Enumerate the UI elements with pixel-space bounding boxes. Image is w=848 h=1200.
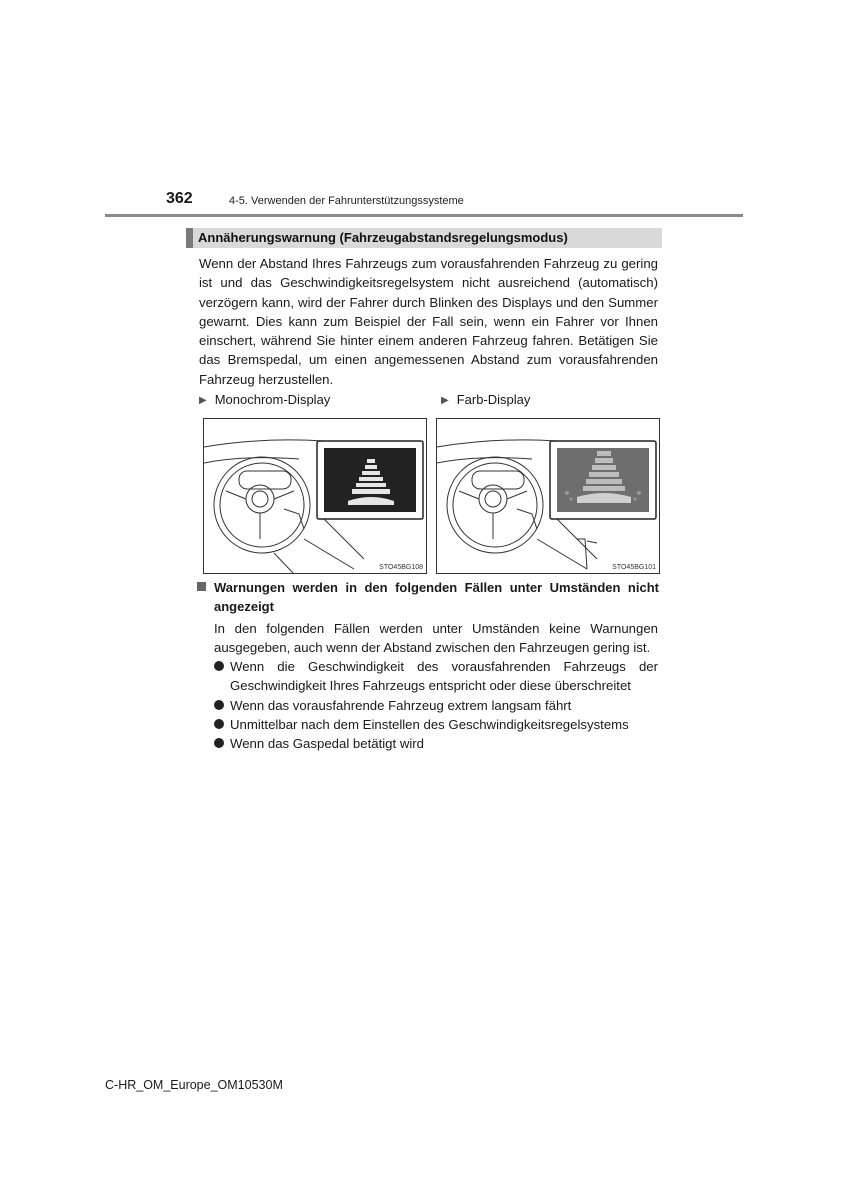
list-item-text: Unmittelbar nach dem Einstellen des Geschwindigkeitsregelsystems bbox=[230, 716, 629, 732]
section-header: 4-5. Verwenden der Fahrunterstützungssysteme bbox=[229, 195, 464, 207]
footer-code: C-HR_OM_Europe_OM10530M bbox=[105, 1078, 283, 1092]
bullet-icon bbox=[214, 719, 224, 729]
list-item bbox=[214, 657, 658, 696]
dashboard-illustration bbox=[437, 419, 660, 574]
bullet-icon bbox=[214, 738, 224, 748]
list-item bbox=[214, 715, 658, 734]
dashboard-illustration bbox=[204, 419, 427, 574]
color-display-label-text: Farb-Display bbox=[456, 392, 531, 407]
triangle-icon: ▶ bbox=[441, 395, 449, 406]
list-item-text: Wenn das vorausfahrende Fahrzeug extrem langsam fährt bbox=[230, 697, 572, 713]
section-title-bar bbox=[186, 228, 662, 248]
mono-display-label bbox=[199, 392, 330, 407]
warnings-heading bbox=[197, 578, 659, 616]
mono-display-label-text: Monochrom-Display bbox=[214, 392, 331, 407]
triangle-icon: ▶ bbox=[199, 395, 207, 406]
color-figure-code: STO45BG101 bbox=[612, 564, 656, 571]
bullet-icon bbox=[214, 700, 224, 710]
list-item bbox=[214, 696, 658, 715]
header-rule bbox=[105, 214, 743, 217]
mono-figure-code: STO45BG108 bbox=[379, 564, 423, 571]
square-bullet-icon bbox=[197, 582, 206, 591]
warnings-list bbox=[214, 657, 658, 753]
page-number: 362 bbox=[166, 190, 193, 207]
mono-display-figure bbox=[203, 418, 427, 574]
color-display-label bbox=[441, 392, 530, 407]
list-item-text: Wenn die Geschwindigkeit des vorausfahrenden Fahrzeugs der Geschwindigkeit Ihres Fahrzeugs entspricht oder diese überschreitet bbox=[230, 659, 658, 694]
warnings-heading-text: Warnungen werden in den folgenden Fällen unter Umständen nicht angezeigt bbox=[214, 580, 659, 614]
color-display-figure bbox=[436, 418, 660, 574]
section-title: Annäherungswarnung (Fahrzeugabstandsregelungsmodus) bbox=[198, 230, 568, 245]
bullet-icon bbox=[214, 661, 224, 671]
body-paragraph: Wenn der Abstand Ihres Fahrzeugs zum vorausfahrenden Fahrzeug zu gering ist und das Geschwindigkeitsregelsystem nicht ausreichend (automatisch) verzögern kann, wird der Fahrer durch Blinken des Displays und den Summer gewarnt. Dies kann zum Beispiel der Fall sein, wenn ein Fahrer vor Ihnen einschert, während Sie hinter einem anderen Fahrzeug fahren. Betätigen Sie das Bremspedal, um einen angemessenen Abstand zum vorausfahrenden Fahrzeug herzustellen. bbox=[199, 256, 658, 387]
list-item-text: Wenn das Gaspedal betätigt wird bbox=[230, 736, 425, 752]
list-item bbox=[214, 734, 658, 753]
warnings-intro: In den folgenden Fällen werden unter Umständen keine Warnungen ausgegeben, auch wenn der Abstand zwischen den Fahrzeugen gering ist. bbox=[214, 621, 658, 656]
